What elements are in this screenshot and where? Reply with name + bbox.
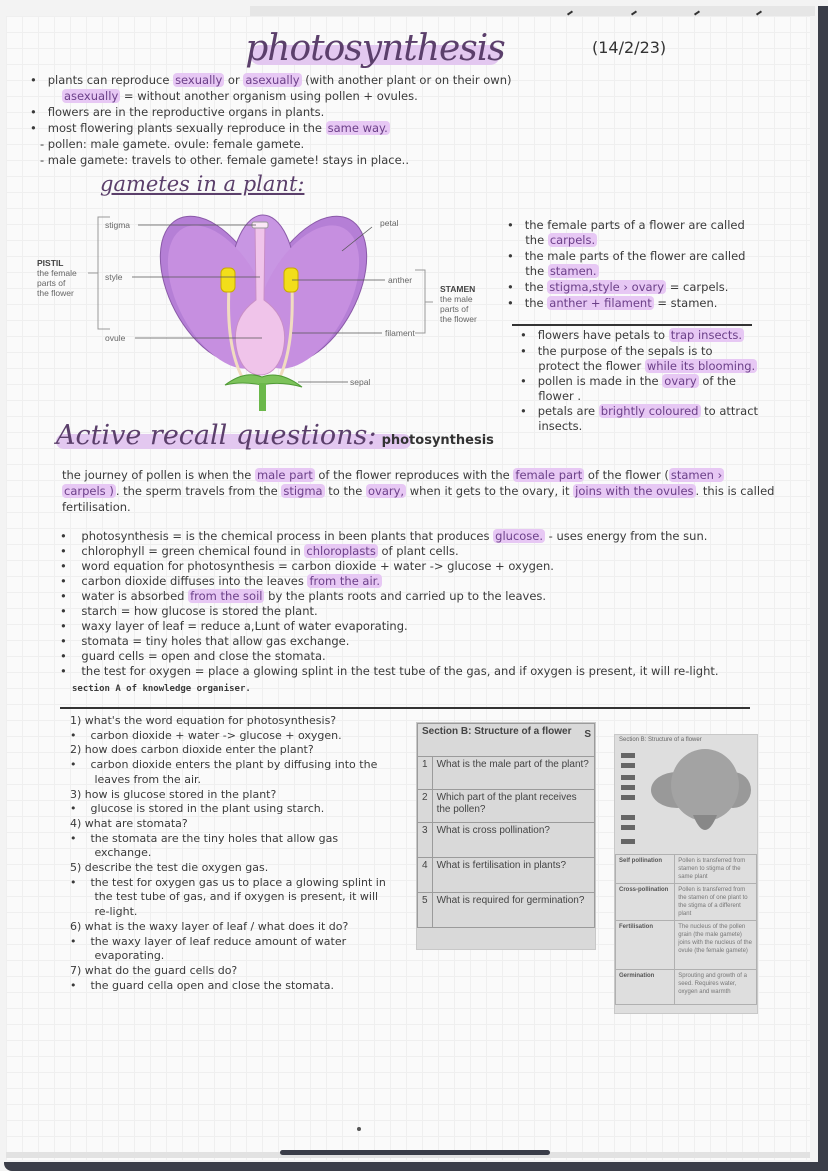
page-top-strip <box>250 6 815 16</box>
qa-answer: • carbon dioxide + water -> glucose + oxygen. <box>70 728 342 742</box>
qa-question: 5) describe the test die oxygen gas. <box>70 861 269 875</box>
note-petals-trap: • flowers have petals to trap insects. <box>520 328 743 342</box>
table-row <box>616 884 757 921</box>
anther-label: anther <box>388 275 413 285</box>
pollen-paragraph-line-2: carpels ) . the sperm travels from the stigma to the ovary, when it gets to the ovary, it joins with the ovules . this is called <box>64 484 775 498</box>
device-frame-right <box>818 6 828 1166</box>
grey-label <box>621 775 635 780</box>
grey-label <box>621 763 635 768</box>
sepal-label: sepal <box>350 377 371 387</box>
qa-list <box>70 714 386 993</box>
note-male-parts: • the male parts of the flower are called the stamen. <box>507 249 746 278</box>
date-label: (14/2/23) <box>592 38 667 57</box>
qa-question: 7) what do the guard cells do? <box>70 963 238 977</box>
section-b-questions-card <box>416 722 596 950</box>
row-number: 3 <box>418 823 433 858</box>
definition-cell: Pollen is transferred from the stamen of one plant to the stigma of a different plant <box>675 884 757 921</box>
fact-item: • stomata = tiny holes that allow gas exchange. <box>60 634 350 648</box>
table-row <box>418 858 595 893</box>
fact-item: • waxy layer of leaf = reduce a,Lunt of water evaporating. <box>60 619 408 633</box>
page-indicator-dot <box>357 1127 361 1131</box>
term-cell: Cross-pollination <box>616 884 675 921</box>
intro-line-6: - male gamete: travels to other. female gamete! stays in place.. <box>40 153 409 167</box>
section-b-edge-letter: S <box>584 729 591 740</box>
style-label: style <box>105 272 123 282</box>
recall-heading <box>56 420 496 460</box>
section-b-answers-table <box>615 854 757 1005</box>
facts-list <box>60 529 719 679</box>
fact-item: • water is absorbed from the soil by the plants roots and carried up to the leaves. <box>60 589 547 603</box>
fact-item: • the test for oxygen = place a glowing splint in the test tube of the gas, and if oxygen is present, it will re-light. <box>60 664 719 678</box>
fact-item: • word equation for photosynthesis = carbon dioxide + water -> glucose + oxygen. <box>60 559 554 573</box>
table-row <box>616 921 757 970</box>
row-number: 2 <box>418 790 433 823</box>
note-pollen-ovary: • pollen is made in the ovary of the flower . <box>520 374 737 403</box>
section-b-answers-title: Section B: Structure of a flower <box>619 737 702 743</box>
row-number: 5 <box>418 893 433 928</box>
term-cell: Fertilisation <box>616 921 675 970</box>
flower-diagram <box>30 205 500 415</box>
qa-answer: • the stomata are the tiny holes that allow gas exchange. <box>70 831 339 860</box>
qa-question: 2) how does carbon dioxide enter the plant? <box>70 743 314 757</box>
pollen-paragraph-line-1: the journey of pollen is when the male part of the flower reproduces with the female part of the flower ( stamen › <box>62 468 723 482</box>
note-female-parts: • the female parts of a flower are called the carpels. <box>507 218 745 247</box>
definition-cell: The nucleus of the pollen grain (the male gamete) joins with the nucleus of the ovule (the female gamete) <box>675 921 757 970</box>
stigma-label: stigma <box>105 220 131 230</box>
grey-receptacle <box>693 815 717 830</box>
qa-question: 4) what are stomata? <box>70 816 188 830</box>
term-cell: Germination <box>616 970 675 1005</box>
intro-line-2: asexually = without another organism using pollen + ovules. <box>64 89 418 103</box>
section-b-table <box>417 723 595 928</box>
home-indicator-bar[interactable] <box>280 1150 550 1155</box>
recall-subheading: photosynthesis <box>381 433 494 448</box>
definition-cell: Sprouting and growth of a seed. Requires water, oxygen and warmth <box>675 970 757 1005</box>
ovule-label: ovule <box>105 333 126 343</box>
table-row <box>616 970 757 1005</box>
grey-label <box>621 753 635 758</box>
qa-answer: • the test for oxygen gas us to place a glowing splint in the test tube of gas, and if oxygen is present, it will re-light. <box>70 875 386 919</box>
grey-label <box>621 825 635 830</box>
fact-item: • guard cells = open and close the stomata. <box>60 649 326 663</box>
pollen-paragraph-line-3: fertilisation. <box>62 500 131 514</box>
term-cell: Self pollination <box>616 855 675 884</box>
stamen-bracket <box>415 270 425 333</box>
qa-question: 6) what is the waxy layer of leaf / what does it do? <box>70 919 349 933</box>
fact-item: • chlorophyll = green chemical found in chloroplasts of plant cells. <box>60 544 459 558</box>
row-number: 1 <box>418 757 433 790</box>
gametes-heading: gametes in a plant: <box>100 172 305 196</box>
pistil-label: PISTIL the female parts of the flower <box>37 258 77 298</box>
table-row <box>418 757 595 790</box>
title-text: photosynthesis <box>245 28 505 69</box>
note-petals-colour: • petals are brightly coloured to attract insects. <box>520 404 759 433</box>
row-question: What is fertilisation in plants? <box>432 858 594 893</box>
qa-divider <box>60 707 750 709</box>
table-row <box>418 823 595 858</box>
table-row <box>616 855 757 884</box>
stamen-label: STAMEN the male parts of the flower <box>440 284 477 324</box>
device-frame-bottom <box>4 1162 828 1171</box>
table-row <box>418 790 595 823</box>
note-sepals: • the purpose of the sepals is to protect the flower while its blooming. <box>520 344 756 373</box>
stem-shape <box>259 383 266 411</box>
row-question: What is the male part of the plant? <box>432 757 594 790</box>
row-number: 4 <box>418 858 433 893</box>
fact-item: • starch = how glucose is stored the plant. <box>60 604 318 618</box>
grey-flower-image <box>615 745 755 849</box>
qa-answer: • glucose is stored in the plant using starch. <box>70 802 325 816</box>
qa-question: 3) how is glucose stored in the plant? <box>70 787 277 801</box>
section-b-answers-card <box>614 734 758 1014</box>
qa-question: 1) what's the word equation for photosynthesis? <box>70 714 337 727</box>
section-note: section A of knowledge organiser. <box>72 684 251 694</box>
intro-line-4: • most flowering plants sexually reproduce in the same way. <box>30 121 388 135</box>
row-question: What is required for germination? <box>432 893 594 928</box>
petal-label: petal <box>380 218 399 228</box>
section-b-title: Section B: Structure of a flower <box>418 724 595 757</box>
grey-label <box>621 785 635 790</box>
qa-answer: • carbon dioxide enters the plant by diffusing into the leaves from the air. <box>70 758 378 786</box>
fact-item: • photosynthesis = is the chemical process in been plants that produces glucose. - uses energy from the sun. <box>60 529 708 543</box>
definition-cell: Pollen is transferred from stamen to stigma of the same plant <box>675 855 757 884</box>
grey-label <box>621 815 635 820</box>
note-stamen-eq: • the anther + filament = stamen. <box>507 296 718 310</box>
qa-answer: • the waxy layer of leaf reduce amount of water evaporating. <box>70 934 347 963</box>
intro-line-5: - pollen: male gamete. ovule: female gamete. <box>40 137 305 151</box>
grey-label <box>621 795 635 800</box>
grey-label <box>621 839 635 844</box>
filament-label: filament <box>385 328 415 338</box>
anther-left <box>221 268 235 292</box>
notes-divider <box>512 324 752 326</box>
grey-petal <box>671 749 739 821</box>
table-row <box>418 893 595 928</box>
fact-item: • carbon dioxide diffuses into the leaves from the air. <box>60 574 381 588</box>
recall-heading-text: Active recall questions: <box>56 420 377 451</box>
qa-answer: • the guard cella open and close the stomata. <box>70 978 334 992</box>
row-question: Which part of the plant receives the pollen? <box>432 790 594 823</box>
intro-line-1: • plants can reproduce sexually or asexually (with another plant or on their own) <box>30 73 512 87</box>
row-question: What is cross pollination? <box>432 823 594 858</box>
intro-line-3: • flowers are in the reproductive organs in plants. <box>30 105 325 119</box>
note-carpels-eq: • the stigma,style › ovary = carpels. <box>507 280 729 294</box>
